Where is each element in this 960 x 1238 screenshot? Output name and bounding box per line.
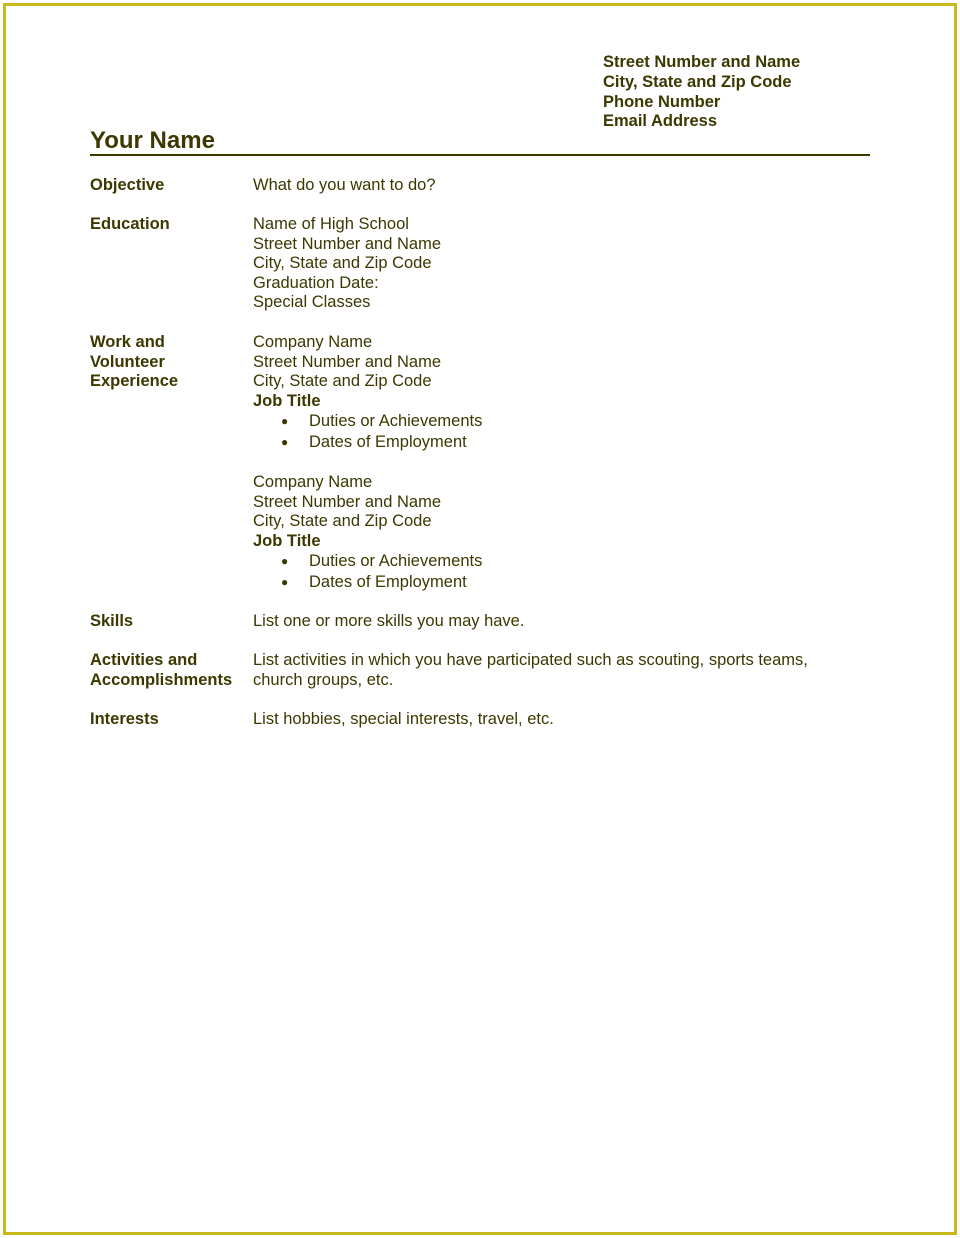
- work-label-line: Experience: [90, 372, 179, 391]
- education-line: Street Number and Name: [253, 234, 442, 253]
- contact-street: Street Number and Name: [603, 53, 801, 71]
- job-title: Job Title: [253, 531, 321, 550]
- contact-city: City, State and Zip Code: [603, 72, 792, 91]
- header-divider: [90, 154, 870, 156]
- activities-line: church groups, etc.: [253, 670, 394, 689]
- bullet-icon: ●: [281, 575, 289, 590]
- activities-label-line: Accomplishments: [90, 670, 233, 689]
- activities-label-line: Activities and: [90, 651, 198, 669]
- bullet-icon: ●: [281, 435, 289, 450]
- education-line: Special Classes: [253, 293, 371, 312]
- job-entry: [253, 333, 853, 453]
- bullet-icon: ●: [281, 554, 289, 569]
- education-line: Name of High School: [253, 215, 409, 233]
- job-bullet: ● Dates of Employment: [281, 573, 467, 592]
- contact-phone: Phone Number: [603, 92, 721, 111]
- job-company: Company Name: [253, 333, 373, 351]
- skills-text: List one or more skills you may have.: [253, 612, 525, 630]
- contact-email: Email Address: [603, 112, 718, 131]
- bullet-icon: ●: [281, 414, 289, 429]
- objective-text: What do you want to do?: [253, 176, 436, 194]
- interests-text: List hobbies, special interests, travel, etc.: [253, 710, 554, 728]
- resume-name: Your Name: [90, 127, 215, 154]
- education-line: City, State and Zip Code: [253, 254, 432, 273]
- work-label-line: Volunteer: [90, 352, 165, 371]
- education-label: Education: [90, 215, 170, 233]
- work-label: [90, 333, 250, 392]
- interests-label: Interests: [90, 710, 159, 728]
- job-city: City, State and Zip Code: [253, 512, 432, 531]
- job-street: Street Number and Name: [253, 492, 442, 511]
- job-bullet: ● Duties or Achievements: [281, 412, 483, 431]
- contact-block: [603, 53, 800, 132]
- education-line: Graduation Date:: [253, 273, 379, 292]
- job-company: Company Name: [253, 472, 373, 491]
- job-entry: [253, 473, 853, 593]
- job-street: Street Number and Name: [253, 352, 442, 371]
- work-label-line: Work and: [90, 333, 165, 351]
- objective-label: Objective: [90, 176, 165, 194]
- job-bullet: ● Dates of Employment: [281, 433, 467, 452]
- activities-line: List activities in which you have participated such as scouting, sports teams,: [253, 651, 808, 669]
- job-city: City, State and Zip Code: [253, 372, 432, 391]
- activities-label: [90, 651, 250, 690]
- job-bullet: ● Duties or Achievements: [281, 552, 483, 571]
- skills-label: Skills: [90, 612, 134, 630]
- job-title: Job Title: [253, 391, 321, 410]
